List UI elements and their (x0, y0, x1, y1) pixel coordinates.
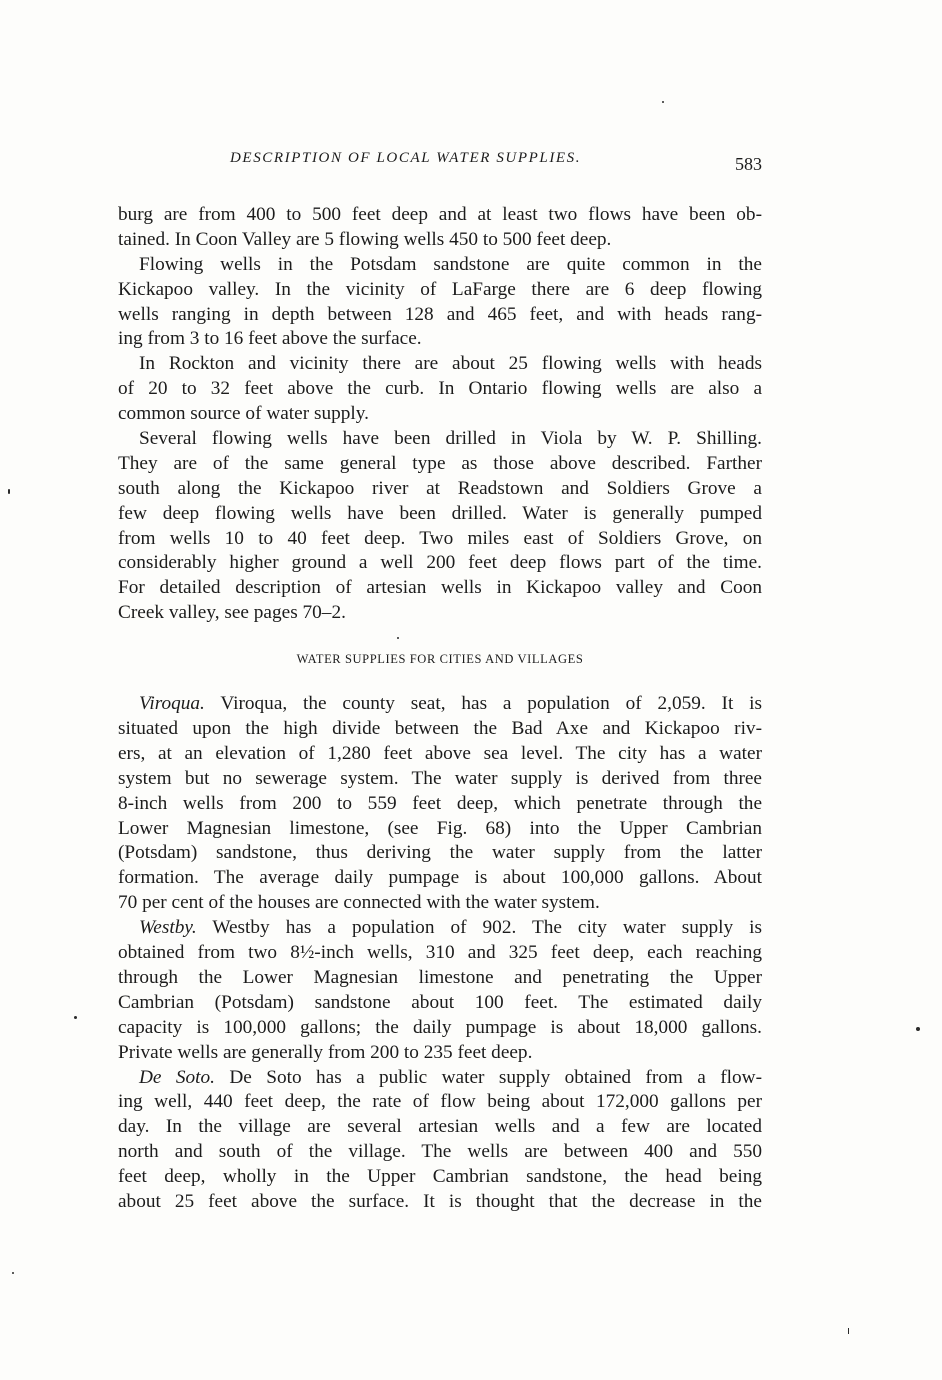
text-line: south along the Kickapoo river at Readstown and Soldiers Grove a (118, 477, 762, 499)
scan-speck (74, 1016, 77, 1019)
place-name: Westby. (139, 917, 197, 939)
text-line: 70 per cent of the houses are connected with the water system. (118, 892, 600, 914)
text-line: (Potsdam) sandstone, thus deriving the water supply from the latter (118, 842, 762, 864)
text-line: wells ranging in depth between 128 and 465 feet, and with heads rang- (118, 303, 762, 325)
scan-speck (8, 489, 10, 494)
body-text (118, 203, 762, 1215)
text-line: of 20 to 32 feet above the curb. In Ontario flowing wells are also a (118, 378, 762, 400)
line-text: Viroqua, the county seat, has a population of 2,059. It is (204, 693, 762, 715)
text-line: north and south of the village. The wells are between 400 and 550 (118, 1141, 762, 1163)
text-line: 8-inch wells from 200 to 559 feet deep, which penetrate through the (118, 792, 762, 814)
text-line: burg are from 400 to 500 feet deep and at least two flows have been ob- (118, 204, 762, 225)
page-number: 583 (735, 154, 762, 174)
paragraph-burg-flows (118, 203, 762, 253)
text-line (118, 1066, 762, 1091)
text-line: For detailed description of artesian wells in Kickapoo valley and Coon (118, 577, 762, 599)
text-line: Private wells are generally from 200 to 235 feet deep. (118, 1041, 533, 1063)
text-line: day. In the village are several artesian wells and a few are located (118, 1116, 762, 1138)
section-heading: WATER SUPPLIES FOR CITIES AND VILLAGES (296, 652, 584, 667)
text-line: ing well, 440 feet deep, the rate of flow being about 172,000 gallons per (118, 1091, 762, 1113)
text-line: few deep flowing wells have been drilled. Water is generally pumped (118, 502, 762, 524)
text-line: system but no sewerage system. The water supply is derived from three (118, 767, 762, 789)
text-line: ing from 3 to 16 feet above the surface. (118, 328, 422, 350)
scan-speck (662, 101, 664, 103)
text-line: Cambrian (Potsdam) sandstone about 100 feet. The estimated daily (118, 991, 762, 1013)
paragraph-westby (118, 916, 762, 1065)
paragraph-rockton (118, 352, 762, 427)
text-line: considerably higher ground a well 200 feet deep flows part of the time. (118, 552, 762, 574)
text-line: obtained from two 8½-inch wells, 310 and 325 feet deep, each reaching (118, 942, 762, 964)
scan-speck (12, 1272, 14, 1274)
text-line: Lower Magnesian limestone, (see Fig. 68) into the Upper Cambrian (118, 817, 762, 839)
scan-speck (916, 1027, 920, 1031)
text-line: They are of the same general type as those above described. Farther (118, 452, 762, 474)
text-line: feet deep, wholly in the Upper Cambrian sandstone, the head being (118, 1166, 762, 1188)
text-line: through the Lower Magnesian limestone and penetrating the Upper (118, 966, 762, 988)
place-name: Viroqua. (139, 693, 205, 715)
paragraph-viola (118, 427, 762, 626)
text-line: Creek valley, see pages 70–2. (118, 602, 346, 624)
place-name: De Soto. (139, 1066, 215, 1088)
text-line: from wells 10 to 40 feet deep. Two miles east of Soldiers Grove, on (118, 527, 762, 549)
text-line: situated upon the high divide between the Bad Axe and Kickapoo riv- (118, 718, 762, 740)
text-line: In Rockton and vicinity there are about 25 flowing wells with heads (139, 353, 762, 375)
text-line: tained. In Coon Valley are 5 flowing wells 450 to 500 feet deep. (118, 228, 612, 250)
paragraph-desoto (118, 1066, 762, 1215)
text-line (118, 916, 762, 941)
text-line: Several flowing wells have been drilled in Viola by W. P. Shilling. (139, 428, 762, 450)
running-title: DESCRIPTION OF LOCAL WATER SUPPLIES. (230, 150, 582, 166)
running-head (118, 150, 768, 176)
text-line: common source of water supply. (118, 403, 369, 425)
text-line: Kickapoo valley. In the vicinity of LaFarge there are 6 deep flowing (118, 278, 762, 300)
text-line: formation. The average daily pumpage is about 100,000 gallons. About (118, 867, 762, 889)
text-line: ers, at an elevation of 1,280 feet above sea level. The city has a water (118, 742, 762, 764)
text-line: about 25 feet above the surface. It is thought that the decrease in the (118, 1190, 762, 1212)
scan-speck (848, 1328, 849, 1334)
line-text: De Soto has a public water supply obtained from a flow- (214, 1066, 762, 1088)
paragraph-kickapoo-valley (118, 253, 762, 353)
text-line (118, 692, 762, 717)
line-text: Westby has a population of 902. The city water supply is (196, 917, 762, 939)
text-line: Flowing wells in the Potsdam sandstone are quite common in the (139, 253, 762, 275)
paragraph-viroqua (118, 692, 762, 916)
text-line: capacity is 100,000 gallons; the daily pumpage is about 18,000 gallons. (118, 1016, 762, 1038)
scan-speck (397, 637, 399, 639)
